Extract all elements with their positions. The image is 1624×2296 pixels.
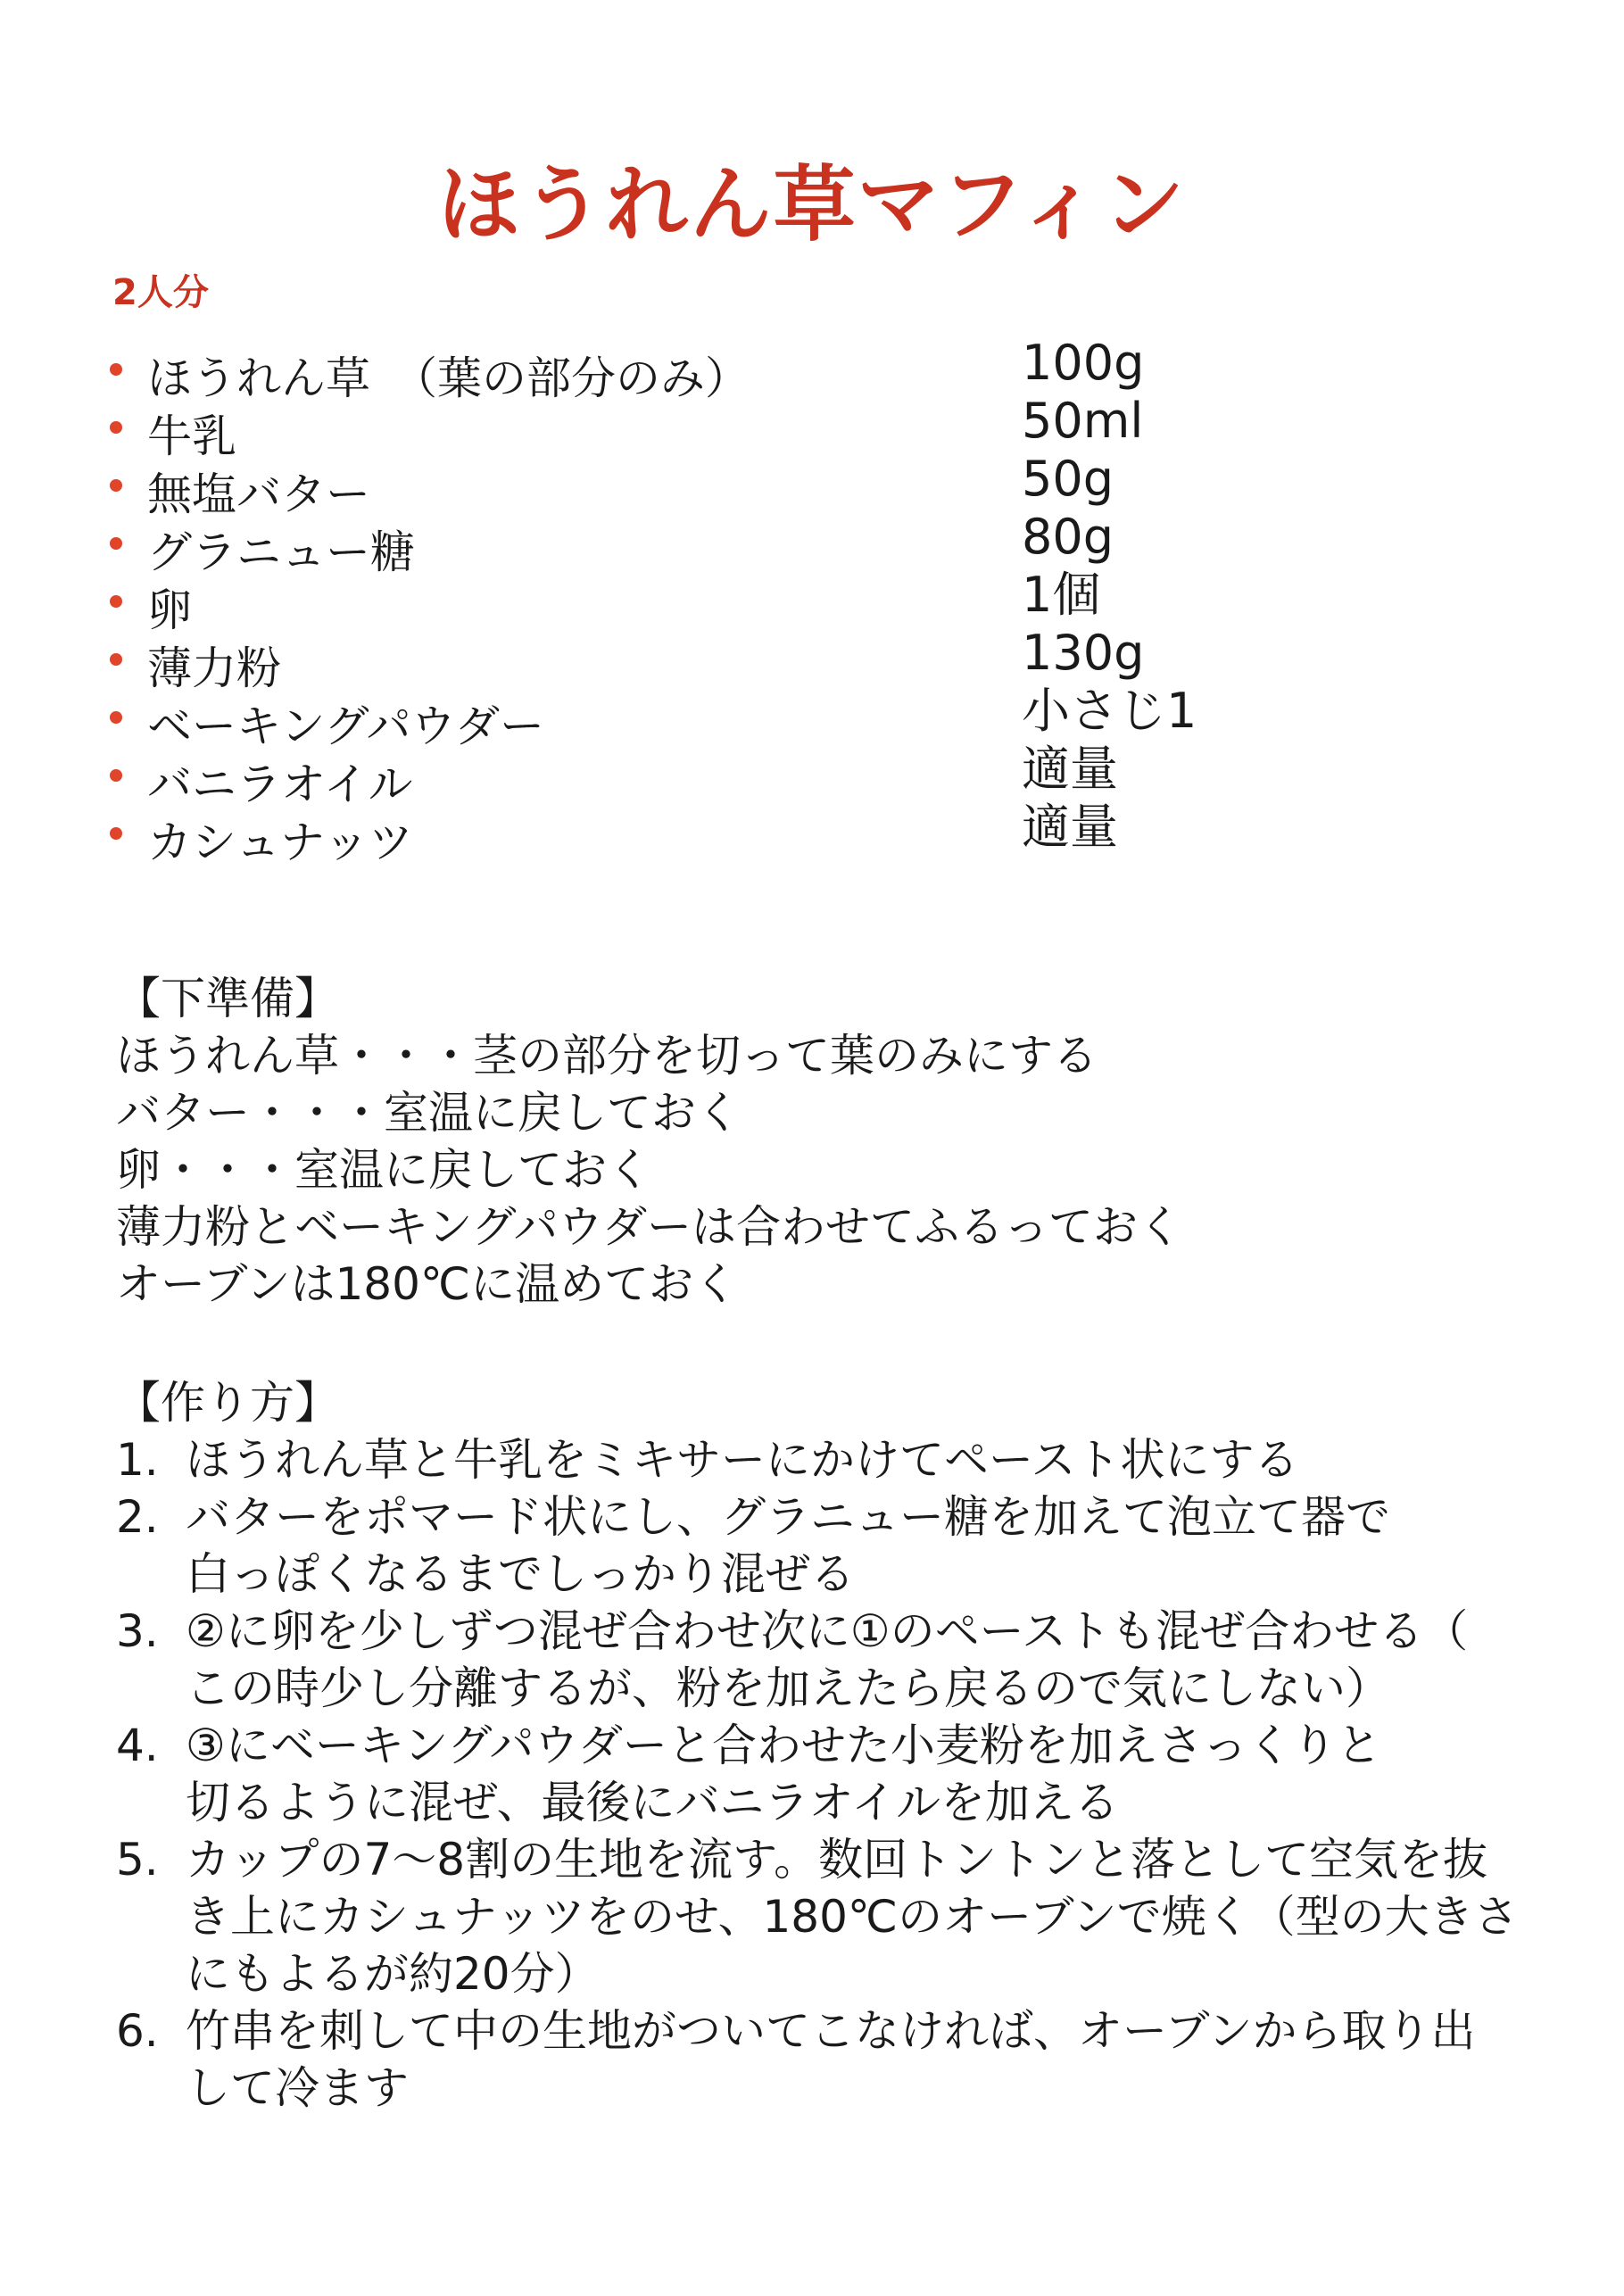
step-text: バターをポマード状にし、グラニュー糖を加えて泡立て器で bbox=[186, 1491, 1390, 1543]
step-item bbox=[116, 1488, 1519, 1603]
ingredient-name: ほうれん草 （葉の部分のみ） bbox=[147, 352, 750, 404]
step-item bbox=[116, 1717, 1519, 1831]
step-number: 6. bbox=[116, 2005, 159, 2057]
step-number: 5. bbox=[116, 1834, 159, 1886]
ingredient-amount: 適量 bbox=[1022, 799, 1118, 855]
ingredient-amount: 130g bbox=[1022, 625, 1145, 681]
bullet-icon bbox=[110, 769, 122, 782]
ingredient-name: 無塩バター bbox=[147, 468, 370, 520]
ingredient-name: 薄力粉 bbox=[147, 642, 281, 694]
step-text: カップの7～8割の生地を流す。数回トントンと落として空気を抜 bbox=[186, 1834, 1488, 1886]
ingredient-name: カシュナッツ bbox=[147, 816, 413, 868]
step-number: 4. bbox=[116, 1720, 159, 1771]
step-text: にもよるが約20分） bbox=[186, 1948, 600, 2000]
preparation-line: ほうれん草・・・茎の部分を切って葉のみにする bbox=[116, 1030, 1098, 1082]
preparation-line: 卵・・・室温に戻しておく bbox=[116, 1144, 651, 1196]
bullet-icon bbox=[110, 421, 122, 434]
step-number: 3. bbox=[116, 1605, 159, 1657]
ingredient-name: 牛乳 bbox=[147, 410, 236, 462]
step-item bbox=[116, 2002, 1519, 2117]
bullet-icon bbox=[110, 827, 122, 840]
ingredient-row bbox=[107, 683, 1535, 752]
recipe-title: ほうれん草マフィン bbox=[437, 157, 1187, 253]
ingredient-amount: 50ml bbox=[1022, 393, 1144, 449]
ingredient-amount: 100g bbox=[1022, 335, 1145, 391]
ingredient-name: ベーキングパウダー bbox=[147, 700, 544, 752]
ingredient-row bbox=[107, 741, 1535, 810]
bullet-icon bbox=[110, 711, 122, 724]
step-text: き上にカシュナッツをのせ、180℃のオーブンで焼く（型の大きさ bbox=[186, 1891, 1519, 1943]
bullet-icon bbox=[110, 537, 122, 550]
servings-label: 2人分 bbox=[112, 272, 209, 313]
bullet-icon bbox=[110, 653, 122, 666]
step-text: 切るように混ぜ、最後にバニラオイルを加える bbox=[186, 1777, 1119, 1828]
bullet-icon bbox=[110, 479, 122, 492]
ingredient-name: グラニュー糖 bbox=[147, 526, 415, 578]
ingredient-amount: 50g bbox=[1022, 451, 1114, 507]
step-text: ほうれん草と牛乳をミキサーにかけてペースト状にする bbox=[186, 1434, 1299, 1486]
preparation-line: バター・・・室温に戻しておく bbox=[116, 1087, 741, 1139]
ingredient-row bbox=[107, 625, 1535, 694]
method-section bbox=[116, 1374, 1519, 2117]
preparation-line: オーブンは180℃に温めておく bbox=[116, 1258, 739, 1310]
step-list bbox=[116, 1431, 1519, 2117]
ingredient-amount: 適量 bbox=[1022, 741, 1118, 797]
ingredient-row bbox=[107, 393, 1535, 462]
bullet-icon bbox=[110, 363, 122, 376]
step-item bbox=[116, 1431, 1519, 1488]
ingredient-row bbox=[107, 509, 1535, 578]
ingredient-amount: 小さじ1 bbox=[1022, 683, 1197, 739]
preparation-line: 薄力粉とベーキングパウダーは合わせてふるっておく bbox=[116, 1201, 1182, 1253]
preparation-heading: 【下準備】 bbox=[116, 973, 339, 1024]
ingredient-row bbox=[107, 799, 1535, 868]
step-number: 1. bbox=[116, 1434, 159, 1486]
step-text: この時少し分離するが、粉を加えたら戻るので気にしない） bbox=[186, 1662, 1390, 1714]
ingredient-name: バニラオイル bbox=[147, 758, 413, 810]
step-number: 2. bbox=[116, 1491, 159, 1543]
ingredient-list bbox=[107, 335, 1535, 868]
ingredient-name: 卵 bbox=[147, 584, 192, 636]
step-text: ③にベーキングパウダーと合わせた小麦粉を加えさっくりと bbox=[186, 1720, 1381, 1771]
ingredient-amount: 80g bbox=[1022, 509, 1114, 565]
bullet-icon bbox=[110, 595, 122, 608]
step-item bbox=[116, 1831, 1519, 2002]
method-heading: 【作り方】 bbox=[116, 1377, 339, 1429]
step-text: 竹串を刺して中の生地がついてこなければ、オーブンから取り出 bbox=[186, 2005, 1476, 2057]
ingredient-row bbox=[107, 335, 1535, 404]
ingredient-row bbox=[107, 567, 1535, 636]
step-text: ②に卵を少しずつ混ぜ合わせ次に①のペーストも混ぜ合わせる（ bbox=[186, 1605, 1469, 1657]
preparation-section bbox=[116, 970, 1182, 1313]
ingredient-amount: 1個 bbox=[1022, 567, 1101, 623]
ingredient-row bbox=[107, 451, 1535, 520]
step-text: して冷ます bbox=[186, 2062, 409, 2114]
step-item bbox=[116, 1603, 1519, 1717]
step-text: 白っぽくなるまでしっかり混ぜる bbox=[186, 1548, 855, 1600]
